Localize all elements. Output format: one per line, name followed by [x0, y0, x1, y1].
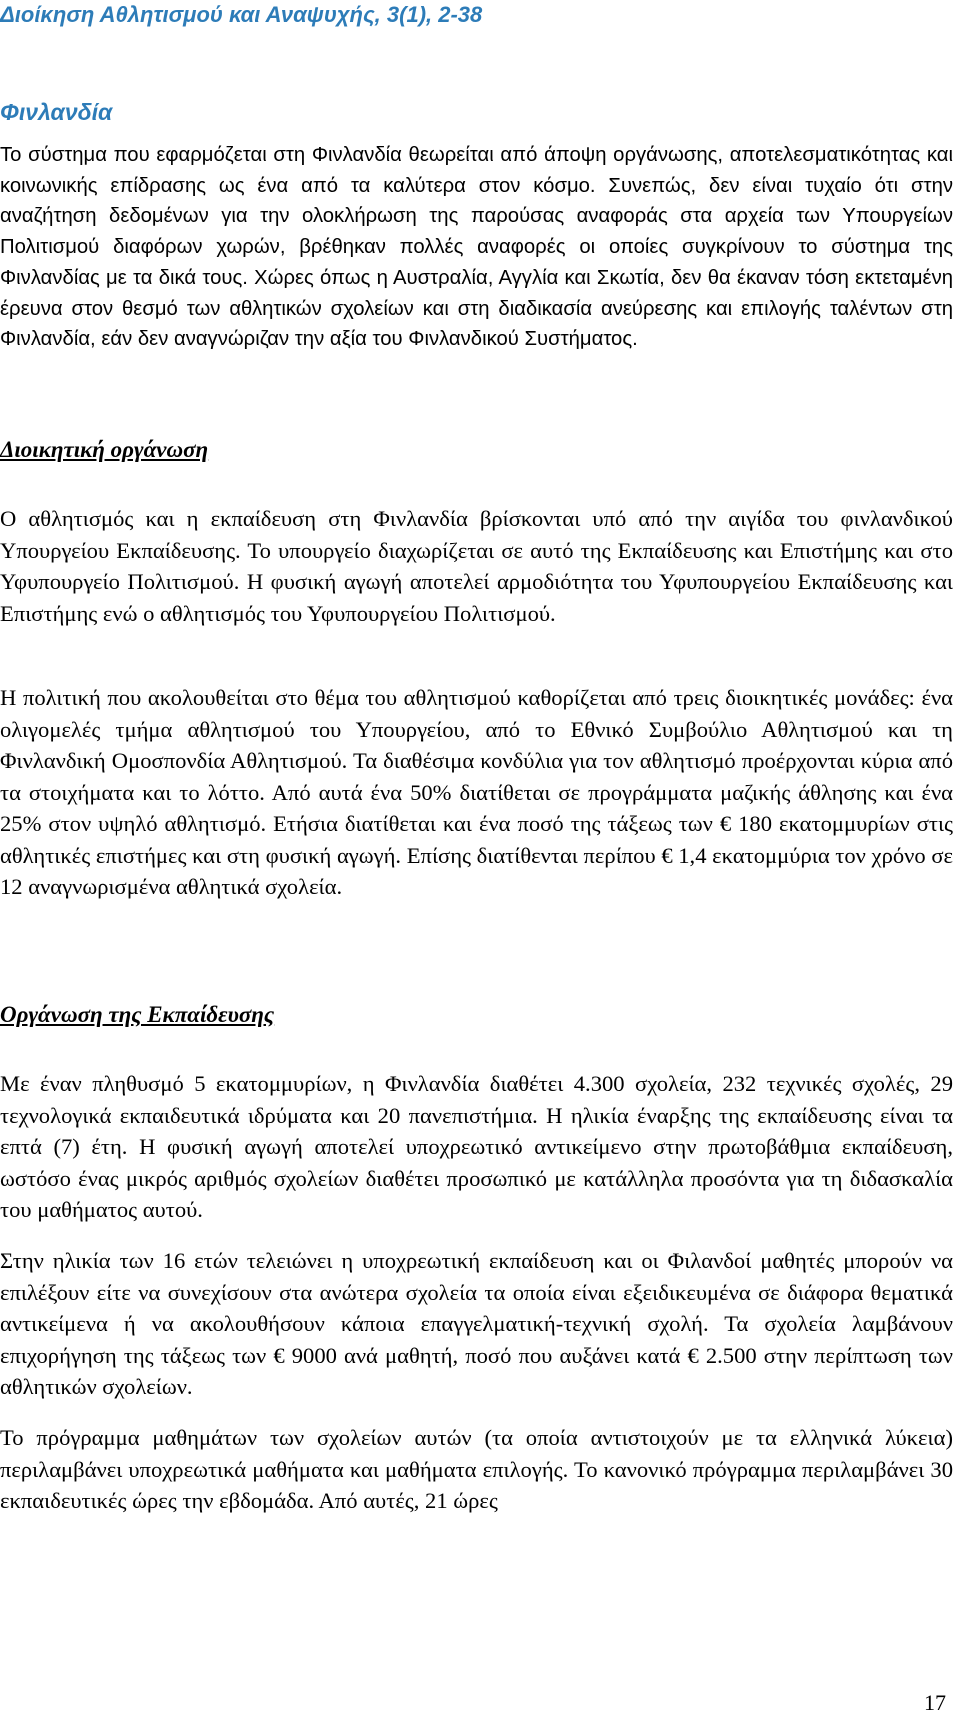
page-number: 17 — [924, 1690, 946, 1715]
education-paragraph-2: Στην ηλικία των 16 ετών τελειώνει η υποχρεωτική εκπαίδευση και οι Φιλανδοί μαθητές μπορούν να επιλέξουν είτε να συνεχίσουν στα ανώτερα σχολεία τα οποία είναι εξειδικευμένα σε διάφορα θεματικά αντικείμενα ή να ακολουθήσουν κάποια επαγγελματική-τεχνική σχολή. Τα σχολεία λαμβάνουν επιχορήγηση της τάξεως των € 9000 ανά μαθητή, ποσό που αυξάνει κατά € 2.500 στην περίπτωση των αθλητικών σχολείων. — [0, 1248, 953, 1399]
section-title: Φινλανδία — [0, 99, 113, 125]
education-paragraph-1: Με έναν πληθυσμό 5 εκατομμυρίων, η Φινλανδία διαθέτει 4.300 σχολεία, 232 τεχνικές σχολές, 29 τεχνολογικά εκπαιδευτικά ιδρύματα και 20 πανεπιστήμια. Η ηλικία έναρξης της εκπαίδευσης είναι τα επτά (7) έτη. Η φυσική αγωγή αποτελεί υποχρεωτικό αντικείμενο στην πρωτοβάθμια εκπαίδευση, ωστόσο ένας μικρός αριθμός σχολείων διαθέτει προσωπικό με κατάλληλα προσόντα για τη διδασκαλία του μαθήματος αυτού. — [0, 1071, 953, 1222]
education-paragraph-3: Το πρόγραμμα μαθημάτων των σχολείων αυτών (τα οποία αντιστοιχούν με τα ελληνικά λύκεια) περιλαμβάνει υποχρεωτικά μαθήματα και μαθήματα επιλογής. Το κανονικό πρόγραμμα περιλαμβάνει 30 εκπαιδευτικές ώρες την εβδομάδα. Από αυτές, 21 ώρες — [0, 1425, 953, 1513]
running-head: Διοίκηση Αθλητισμού και Αναψυχής, 3(1), 2-38 — [0, 2, 483, 27]
admin-paragraph-1: Ο αθλητισμός και η εκπαίδευση στη Φινλανδία βρίσκονται υπό από την αιγίδα του φινλανδικού Υπουργείου Εκπαίδευσης. Το υπουργείο διαχωρίζεται σε αυτό της Εκπαίδευσης και Επιστήμης και στο Υφυπουργείο Πολιτισμού. Η φυσική αγωγή αποτελεί αρμοδιότητα του Υφυπουργείου Εκπαίδευσης και Επιστήμης ενώ ο αθλητισμός του Υφυπουργείου Πολιτισμού. — [0, 506, 953, 626]
admin-paragraph-2: Η πολιτική που ακολουθείται στο θέμα του αθλητισμού καθορίζεται από τρεις διοικητικές μονάδες: ένα ολιγομελές τμήμα αθλητισμού του Υπουργείου, από το Εθνικό Συμβούλιο Αθλητισμού και τη Φινλανδική Ομοσπονδία Αθλητισμού. Τα διαθέσιμα κονδύλια για τον αθλητισμό προέρχονται κύρια από τα στοιχήματα και το λόττο. Από αυτά ένα 50% διατίθεται σε προγράμματα μαζικής άθλησης και ένα 25% στον υψηλό αθλητισμό. Ετήσια διατίθεται και ένα ποσό της τάξεως των € 180 εκατομμυρίων στις αθλητικές επιστήμες και στη φυσική αγωγή. Επίσης διατίθενται περίπου € 1,4 εκατομμύρια τον χρόνο σε 12 αναγνωρισμένα αθλητικά σχολεία. — [0, 685, 953, 899]
heading-administrative-organization: Διοικητική οργάνωση — [0, 437, 209, 462]
heading-education-organization: Οργάνωση της Εκπαίδευσης — [0, 1002, 275, 1027]
intro-paragraph: Το σύστημα που εφαρμόζεται στη Φινλανδία θεωρείται από άποψη οργάνωσης, αποτελεσματικότητας και κοινωνικής επίδρασης ως ένα από τα καλύτερα στον κόσμο. Συνεπώς, δεν είναι τυχαίο ότι στην αναζήτηση δεδομένων για την ολοκλήρωση της παρούσας αναφοράς στα αρχεία των Υπουργείων Πολιτισμού διαφόρων χωρών, βρέθηκαν πολλές αναφορές οι οποίες συγκρίνουν το σύστημα της Φινλανδίας με τα δικά τους. Χώρες όπως η Αυστραλία, Αγγλία και Σκωτία, δεν θα έκαναν τόση εκτεταμένη έρευνα στον θεσμό των αθλητικών σχολείων και στη διαδικασία ανεύρεσης και επιλογής ταλέντων στη Φινλανδία, εάν δεν αναγνώριζαν την αξία του Φινλανδικού Συστήματος. — [0, 144, 953, 351]
